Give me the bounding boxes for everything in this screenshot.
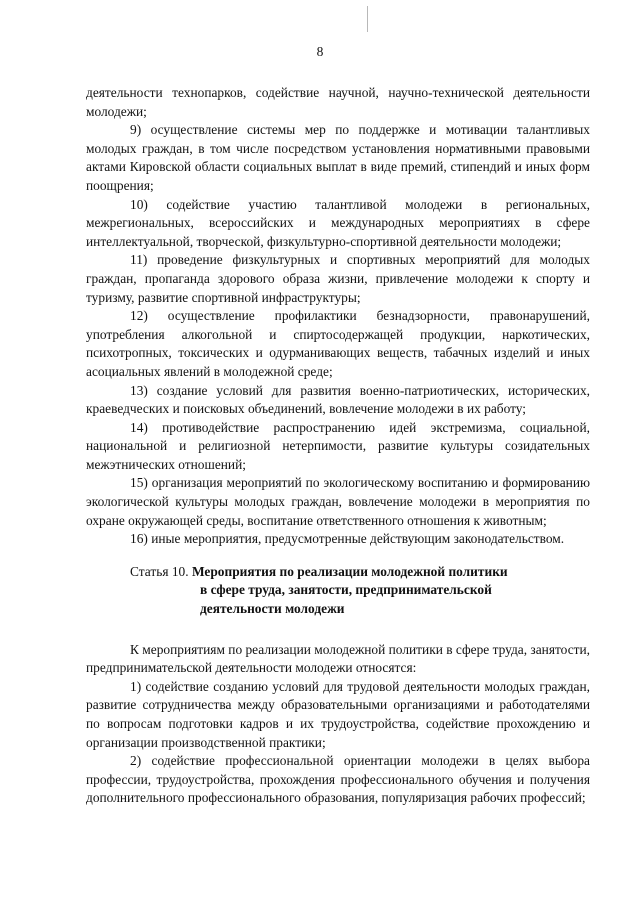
article-number: Статья 10.	[130, 563, 189, 579]
list-item-16: 16) иные мероприятия, предусмотренные действующим законодательством.	[130, 531, 565, 547]
document-body	[86, 84, 590, 808]
list-item-13: 13) создание условий для развития военно-патриотических, исторических, краеведческих и поисковых объединений, вовлечение молодежи в их работу;	[86, 382, 590, 417]
list-item-14: 14) противодействие распространению идей экстремизма, социальной, национальной и религиозной нетерпимости, развитие культуры созидательных межэтнических отношений;	[86, 419, 590, 472]
list-item-12: 12) осуществление профилактики безнадзорности, правонарушений, употребления алкогольной и спиртосодержащей продукции, наркотических, психотропных, токсических и одурманивающих веществ, табачных изделий и иных асоциальных явлений в молодежной среде;	[86, 308, 590, 379]
article-title-line-1: Мероприятия по реализации молодежной политики	[191, 563, 508, 579]
page-number: 8	[316, 44, 324, 59]
list-item-10: 10) содействие участию талантливой молодежи в региональных, межрегиональных, всероссийских и международных мероприятиях в сфере интеллектуальной, творческой, физкультурно-спортивной деятельности молодежи;	[86, 196, 590, 249]
list-item-11: 11) проведение физкультурных и спортивных мероприятий для молодых граждан, пропаганда здорового образа жизни, привлечение молодежи к спорту и туризму, развитие спортивной инфраструктуры;	[86, 252, 590, 305]
list-item-9: 9) осуществление системы мер по поддержке и мотивации талантливых молодых граждан, в том числе посредством установления нормативными правовыми актами Кировской области социальных выплат в виде премий, стипендий и иных форм поощрения;	[86, 122, 590, 193]
list-item-15: 15) организация мероприятий по экологическому воспитанию и формированию экологической культуры молодых граждан, вовлечение молодежи в мероприятия по охране окружающей среды, воспитание ответственного отношения к животным;	[86, 475, 590, 528]
article-list-item-1: 1) содействие созданию условий для трудовой деятельности молодых граждан, развитие сотрудничества между образовательными организациями и работодателями по вопросам подготовки кадров и их трудоустройства, содействие прохождению и организации производственной практики;	[86, 678, 590, 750]
article-list-item-2: 2) содействие профессиональной ориентации молодежи в целях выбора профессии, трудоустройства, прохождения профессионального обучения и получения дополнительного профессионального образования, популяризация рабочих профессий;	[86, 753, 590, 806]
article-title-line-3: деятельности молодежи	[200, 601, 345, 617]
scan-artifact-line	[367, 6, 368, 32]
article-title-line-2: в сфере труда, занятости, предпринимательской	[200, 582, 492, 598]
article-body	[86, 641, 590, 808]
article-heading	[86, 563, 590, 619]
article-intro-paragraph: К мероприятиям по реализации молодежной политики в сфере труда, занятости, предпринимательской деятельности молодежи относятся:	[86, 641, 591, 676]
paragraph-continuation: деятельности технопарков, содействие научной, научно-технической деятельности молодежи;	[86, 85, 590, 119]
